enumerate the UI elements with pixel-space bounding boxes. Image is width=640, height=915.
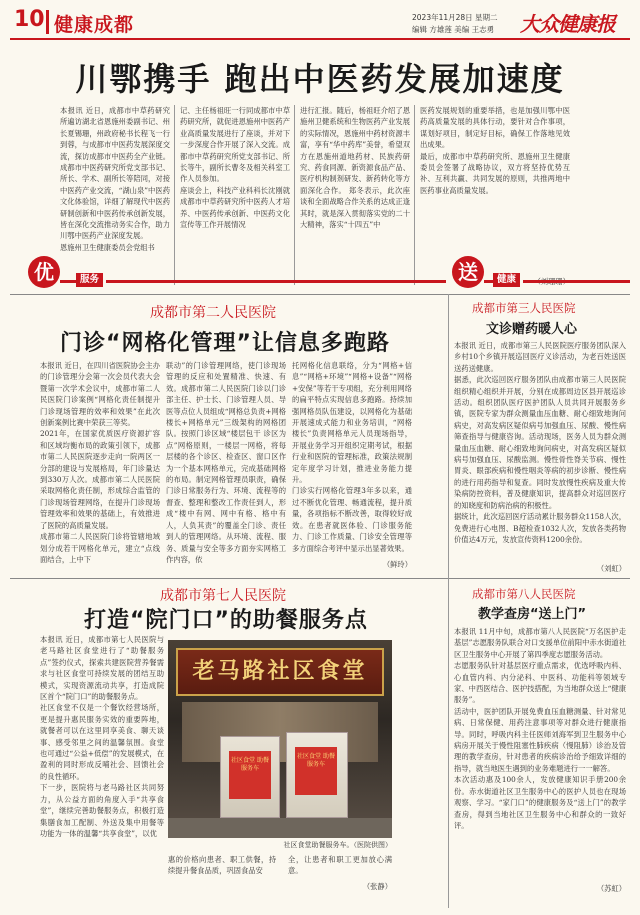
meal-cart [220,736,280,818]
story7-column-1: 本报讯 近日，成都市第七人民医院与老马路社区食堂进行了“助餐服务点”签约仪式，探索共建医院营养餐需求与社区食堂可持续发展的团结互助模式，实现资源流动共享，打造成院区首个“院门口”的助餐服务点。 社区食堂不仅是一个餐饮经营场所，更是提升惠民服务实效的重要阵地，就餐者可以在这里同享美食、聊天谈事、感受邻里之间的温馨氛围。食堂也可通过“公益+低偿”的发展模式，在盈利的同时形成反哺社会、回馈社会的良性循环。 下一步，医院将与老马路社区共同努力，从公益方面的角度入手“共享食堂”，继续完善助餐服务点，积极打造集膳食加工配制、外送及集中用餐等功能为一体的温馨“共享食堂”，以优 [40,635,164,838]
story2-kicker: 成都市第二人民医院 [150,305,276,321]
photo-ground [168,818,392,838]
header-rule [10,38,630,40]
badge-ribbon [60,280,76,283]
page-number: 10 [14,7,45,32]
column-divider [294,105,295,285]
column-divider [414,105,415,285]
lead-column-4: 医药发展规划的重要举措，也是加强川鄂中医药高质量发展的具体行动，要针对合作事项，谋划好项目，制定好目标，确保工作落地见效出成果。 最后，成都市中草药研究所、恩施州卫生健康委员会签署了战略协议，双方将坚持优势互补、互利共赢、共同发展的原则，共推两地中医药事业高质量发展。 [420,106,570,195]
story7-column-2: 惠的价格向患者、职工供餐，持续提升餐食品质，巩固食品安 [168,855,276,876]
story8-byline: （苏虹） [596,884,626,893]
meal-cart [286,732,348,818]
story7-column-3: 全，让患者和职工更加放心满意。 [288,855,392,876]
section-rule [10,294,630,295]
canteen-photo [168,640,392,838]
editor-credits: 编辑 方雄莲 美编 王志勇 [412,25,495,34]
story7-byline: （张静） [362,882,392,891]
story2-headline: 门诊“网格化管理”让信息多跑路 [60,331,390,356]
health-badge: 送 [452,256,484,288]
story3-byline: （刘虹） [596,564,626,573]
header-divider [46,10,49,34]
lead-column-1: 本报讯 近日，成都市中草药研究所遍访湖北省恩施州委副书记、州长夏锡珊，州政府秘书长程飞一行到蓉，与成都市中医药发展深度交流，探访成都市中医药全产业链。成都市中医药研究所党支部书记、所长、学术、副所长等陪同，对接中医药产业交流，“湖山泉”中医药文化体验馆，详细了解现代中医药研制创新和中医药传承创新发展，皆在深化交流推动务实合作，助力川鄂中医药产业深度发展。 恩施州卫生健康委员会党组书 [60,106,170,252]
story8-body: 本报讯 11月中旬，成都市第八人民医院“万名医护走基层”志愿服务队联合对口支援单位前阳中赤水街道社区卫生服务中心开展了第四季度志愿服务活动。 志愿服务队针对基层医疗重点需求，优选呼吸内科、心血管内科、内分泌科、中医科、功能科等领域专家、中西医结合、医护技搭配，为当地群众送上“健康服务”。 活动中，医护团队开展免费血压血糖测量、针对常见病、日常保健、用药注意事项等对群众进行健康指导。同时，呼吸内科主任医师刘海军到卫生服务中心病房开展关于慢性阻塞性肺疾病（慢阻肺）诊治及管理的教学查房，针对患者的疾病诊治给予细致详细的指导，就当地医生遇到的业务难题进行一一解答。 本次活动惠及100余人，发放健康知识手册200余份。赤水街道社区卫生服务中心的医护人员也在现场观察、学习。“家门口”的健康服务及“送上门”的教学查房，得到当地社区卫生服务中心和群众的一致好评。 [454,627,626,830]
storefront-window [182,702,378,762]
lead-column-2: 记、主任杨祖旺一行同成都市中草药研究所，就促进恩施州中医药产业高质量发展进行了座谈，并对下一步深度合作开展了深入交流。成都市中草药研究所党支部书记、所长等牛，副所长曹冬及相关科室工作人员参加。 座谈会上，科技产业科科长沈刚就成都市中草药研究所中医药人才培养、中医药传承创新、中医药文化宣传等工作开展情况 [180,106,290,230]
health-tag: 健康 [493,273,520,287]
badge-ribbon [523,280,630,283]
cart-label: 社区食堂 助餐服务车 [229,751,271,799]
story8-headline: 教学查房“送上门” [478,607,587,622]
story3-kicker: 成都市第三人民医院 [472,301,576,315]
story2-column-3: 托网格化信息联络，分为“网格+信息”“网格+环境”“网格+设备”“网格+安保”等若干专项组，充分利用网络的扁平特点实现信息多跑路。持续加强网格员队伍建设，以网格化为基础开展速成式能力和业务培训，“网格楼长”负责网格单元人员现场指导，开展业务学习开组织定期考试，根据行业和医院的管理标准，政策法规制定年度学习计划，推进业务能力提升。 门诊实行网格化管理3年多以来，通过不断优化管理、畅通流程，提升质量，各项指标不断改善，取得较好成效。在患者就医体验、门诊服务能力、门诊工作质量、门诊安全管理等多方面综合考评中显示出显著效果。 [292,361,412,553]
story7-kicker: 成都市第七人民医院 [160,588,286,604]
issue-date: 2023年11月28日 星期二 [412,13,498,22]
photo-caption: 社区食堂助餐服务车。（医院供图） [283,841,392,849]
story2-byline: （鲜玲） [382,560,412,569]
section-rule [10,578,630,579]
lead-column-3: 进行汇报。随后，杨祖旺介绍了恩施州卫健系统和生物医药产业发展的实际情况，恩施州中药材资源丰富，享有“华中药库”美誉，希望双方在恩施州道地药材、民族药研究、药食同源、新资源食品产品、医疗机构制剂研发、新药转化等方面深化合作。 郑冬表示，此次座谈和全面战略合作关系的达成正逢其时，就是深入贯彻落实党的二十大精神，落实“十四五”中 [300,106,410,230]
story2-column-2: 联动”的门诊管理网络，使门诊现场管理的反应和处置精准、快速、有效。成都市第二人民医院门诊以门诊部主任、护士长、门诊管理人员、导医等点位人员组成“网格总负责+网格楼长+网格单元”三级架构的网格团队。按照门诊区域“楼层包干 诊区为点”网格原则，一楼层一网格，将每层楼的各个诊区、检查区、窗口区作为一个基本网格单元，完成基础网格的布局。制定网格管理员职责，确保门诊日常服务行为、环境、流程等的督查、整理和整改工作责任到人，形成“楼中有网、网中有格、格中有人，人负其责”的覆盖全门诊、责任到人的管理网络。从环境、流程、服务、质量与安全等多方面夯实网格工作内容，依 [166,361,286,564]
story3-body: 本报讯 近日，成都市第三人民医院医疗服务团队深入乡村10个乡镇开展巡回医疗义诊活动，为老百姓送医送药送健康。 据悉，此次巡回医疗服务团队由成都市第三人民医院组织精心组织并开展，分别在成都周边区县开展巡诊活动。组织团队医疗医护团队人员共同开展服务乡镇，医院专家为群众测量血压血糖、耐心细致地询问病史，对高发病区疑似病号加强血压、尿酸、慢性病筛查指导与健康咨询。活动现场，医务人员为群众测量血压血糖、耐心细致地询问病史，对高发病区疑似病号加强血压、尿酸监测。慢性骨性脊关节病、慢性胃炎、眼部疾病和慢性咽炎等病的初步诊断、慢性病的进行用药指导和复查。同时发放慢性疾病及重大传染病防控资料，普及健康知识，提高群众对巡回医疗的知晓度和防病治病的积极性。 据统计，此次巡回医疗活动累计服务群众1158人次，免费进行心电图、B超检查1032人次，发放各类药物价值达4万元，发放宣传资料1200余份。 [454,341,626,544]
service-badge: 优 [28,256,60,288]
service-tag: 服务 [76,273,103,287]
column-divider [448,294,449,614]
badge-ribbon [106,280,446,283]
story8-kicker: 成都市第八人民医院 [472,587,576,601]
story3-headline: 文诊赠药暖人心 [486,322,578,337]
lead-headline: 川鄂携手 跑出中医药发展加速度 [75,60,565,98]
column-divider [448,578,449,908]
column-divider [174,105,175,285]
story7-headline: 打造“院门口”的助餐服务点 [84,608,368,633]
story2-column-1: 本报讯 近日，在四川省医院协会主办的门诊管理分会第一次会员代表大会暨第一次学术会议中，成都市第二人民医院门诊案例“网格化责任制提升门诊现场管理的效率和效果”在此次创新案例比赛中荣获三等奖。 2021年，在国家优质医疗资源扩容和区域均衡布局的政策引领下，成都市第二人民医院逐步走向一院两区一分部的建设与发展格局，年门诊量达到330万人次。成都市第二人民医院采取网格化责任制，形成综合监管的门诊现场管理网络，在提升门诊现场管理效率和效果的基础上，有效推进了医院的高质量发展。 成都市第二人民医院门诊将管辖地域划分成若干网格化单元，建立“点线面结合，上中下 [40,361,160,564]
canteen-sign: 老马路社区食堂 [176,648,384,696]
section-title: 健康成都 [54,14,135,36]
cart-label: 社区食堂 助餐服务车 [295,747,337,795]
masthead-logo: 大众健康报 [520,12,615,36]
